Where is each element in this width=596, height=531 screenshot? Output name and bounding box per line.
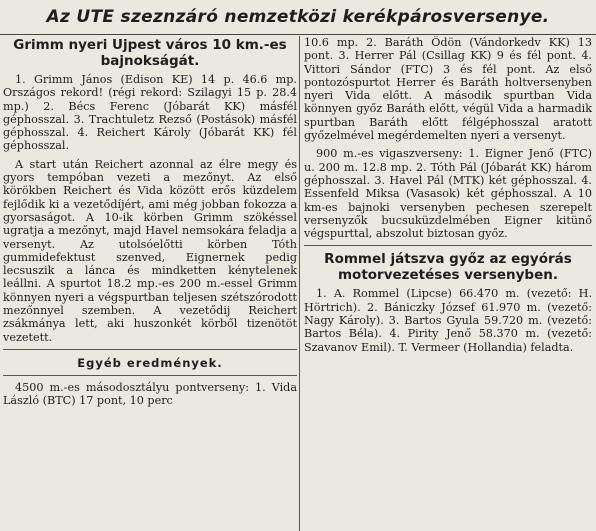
right-column xyxy=(304,36,592,531)
left-paragraph-results: 1. Grimm János (Edison KE) 14 p. 46.6 mp. Országos rekord! (régi rekord: Szilagyi 15 p. 28.4 mp.) 2. Bécs Ferenc (Jóbarát KK) másfél géphosszal. 3. Trachtuletz Rezső (Postások) másfél géphosszal. 4. Reichert Károly (Jóbarát KK) fél géphosszal. xyxy=(3,73,297,153)
left-paragraph-race-report: A start után Reichert azonnal az élre megy és gyors tempóban vezeti a mezőnyt. Az első körökben Reichert és Vida között erős küzdelem fejlődik ki a vezetődíjért, ami még jobban fokozza a gyorsaságot. A 10-ik körben Grimm szökéssel ugratja a mezőnyt, majd Havel nemsokára feladja a versenyt. Az utolsóelőtti körben Tóth gummidefektust szenved, Eignernek pedig lecsuszik a lánca és mindketten kénytelenek leállni. A spurtot 18.2 mp.-es 200 m.-essel Grimm könnyen nyeri a végspurtban teljesen szétszórodott mezőnnyel szemben. A vezetődij Reichert zsákmánya lett, aki huszonkét körből tizenötöt vezetett. xyxy=(3,157,297,344)
right-headline: Rommel játszva győz az egyórás motorvezetéses versenyben. xyxy=(324,251,572,284)
other-results-heading: Egyéb eredmények. xyxy=(77,355,223,370)
column-divider xyxy=(299,36,300,531)
right-paragraph-consolation-race: 900 m.-es vigaszverseny: 1. Eigner Jenő (FTC) u. 200 m. 12.8 mp. 2. Tóth Pál (Jóbarát KK) három géphosszal. 3. Havel Pál (MTK) két géphosszal. 4. Essenfeld Miksa (Vasasok) két géphosszal. A 10 km-es bajnoki versenyben pechesen szerepelt versenyzők bucsuküzdelmében Eigner kitünő végspurttal, abszolut biztosan győz. xyxy=(304,147,592,241)
right-paragraph-motor-paced: 1. A. Rommel (Lipcse) 66.470 m. (vezető: H. Hörtrich). 2. Bániczky József 61.970 m. (vezető: Nagy Károly). 3. Bartos Gyula 59.720 m. (vezető: Bartos Béla). 4. Pirity Jenő 58.370 m. (vezető: Szavanov Emil). T. Vermeer (Hollandia) feladta. xyxy=(304,287,592,354)
left-separator xyxy=(3,349,297,350)
banner-title: Az UTE szeznzáró nemzetközi kerékpárosversenye. xyxy=(46,7,550,27)
left-separator-2 xyxy=(3,375,297,376)
right-separator xyxy=(304,245,592,246)
left-column xyxy=(3,36,297,531)
left-paragraph-points-race: 4500 m.-es másodosztályu pontverseny: 1. Vida László (BTC) 17 pont, 10 perc xyxy=(3,380,297,408)
right-paragraph-continued: 10.6 mp. 2. Baráth Ödön (Vándorkedv KK) 13 pont. 3. Herrer Pál (Csillag KK) 9 és fél pont. 4. Vittori Sándor (FTC) 3 és fél pont. Az első pontozóspurtot Herrer és Baráth holtversenyben nyeri Vida előtt. A második spurtban Vida könnyen győz Baráth előtt, végül Vida a harmadik spurtban Baráth előtt félgéphosszal aratott győzelmével megérdemelten nyeri a versenyt. xyxy=(304,36,592,143)
top-rule xyxy=(0,34,596,35)
left-headline: Grimm nyeri Ujpest város 10 km.-es bajnokságát. xyxy=(13,37,287,69)
